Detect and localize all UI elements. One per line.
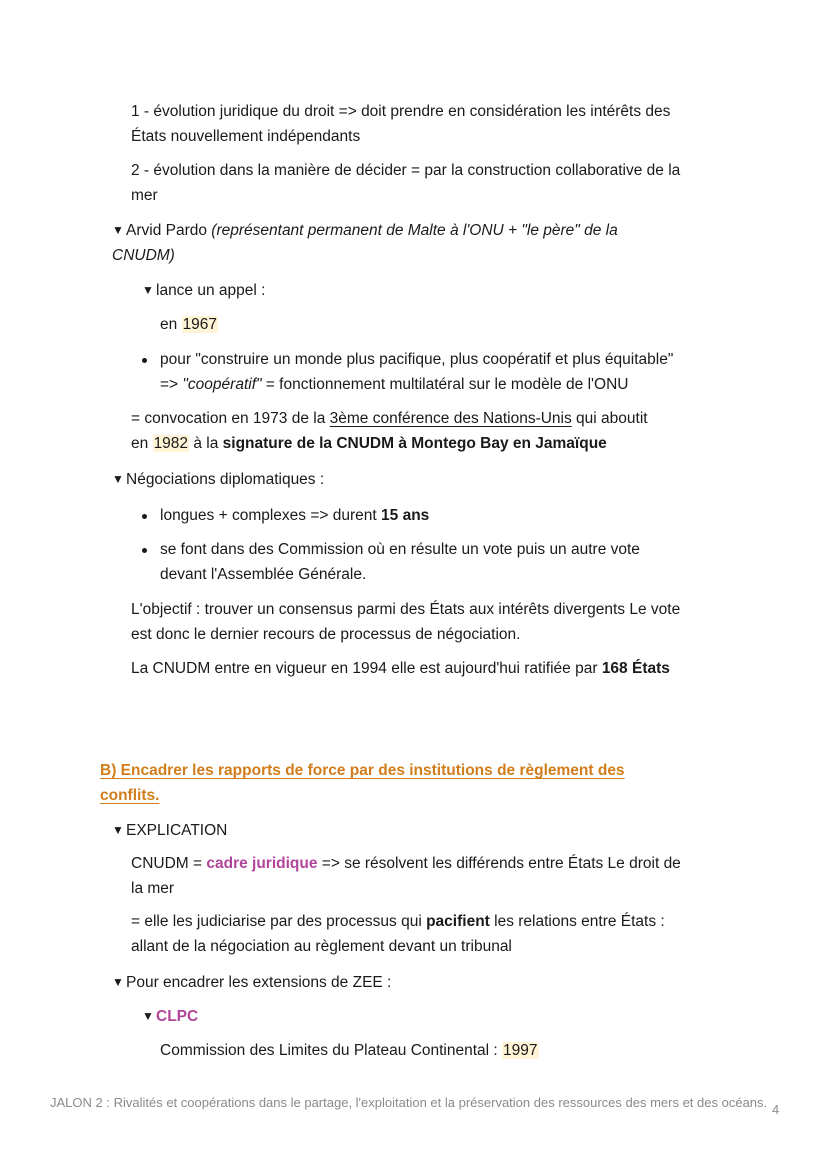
bullet-dot-icon xyxy=(142,548,147,553)
paragraph-line: mer xyxy=(131,187,158,204)
text: en xyxy=(131,435,153,452)
toggle-appel[interactable] xyxy=(142,281,265,301)
paragraph-line xyxy=(131,409,648,429)
triangle-down-icon[interactable]: ▼ xyxy=(142,1009,154,1023)
italic-text: "coopératif" xyxy=(182,376,262,393)
explication-label: EXPLICATION xyxy=(126,822,228,839)
text: La CNUDM entre en vigueur en 1994 elle est aujourd'hui ratifiée par xyxy=(131,660,602,677)
bold-text: 15 ans xyxy=(381,507,430,524)
negociations-label: Négociations diplomatiques : xyxy=(126,471,325,488)
triangle-down-icon[interactable]: ▼ xyxy=(142,283,154,297)
pardo-name: Arvid Pardo xyxy=(126,222,212,239)
pardo-description-cont: CNUDM) xyxy=(112,247,175,264)
paragraph-line: est donc le dernier recours de processus de négociation. xyxy=(131,626,521,643)
bullet-text: se font dans des Commission où en résulte un vote puis un autre vote xyxy=(160,541,640,558)
paragraph-line: devant l'Assemblée Générale. xyxy=(160,566,367,583)
toggle-negociations[interactable] xyxy=(112,470,324,490)
zee-label: Pour encadrer les extensions de ZEE : xyxy=(126,974,392,991)
text: CNUDM = xyxy=(131,855,207,872)
paragraph-line: 1 - évolution juridique du droit => doit prendre en considération les intérêts des xyxy=(131,103,671,120)
paragraph-line xyxy=(112,246,175,266)
section-heading: B) Encadrer les rapports de force par des institutions de règlement des xyxy=(100,762,625,779)
highlight-year: 1997 xyxy=(503,1042,538,1059)
text: => se résolvent les différends entre États Le droit de xyxy=(317,855,681,872)
toggle-zee[interactable] xyxy=(112,973,391,993)
paragraph-line xyxy=(160,315,218,335)
paragraph-line xyxy=(131,659,670,679)
toggle-explication[interactable] xyxy=(112,821,227,841)
bold-text: pacifient xyxy=(426,913,490,930)
text: Commission des Limites du Plateau Continental : xyxy=(160,1042,503,1059)
triangle-down-icon[interactable]: ▼ xyxy=(112,223,124,237)
paragraph-line xyxy=(131,854,681,874)
bullet-text: longues + complexes => durent xyxy=(160,507,382,524)
pardo-description: (représentant permanent de Malte à l'ONU + "le père" de la xyxy=(211,222,618,239)
text: qui aboutit xyxy=(571,410,648,427)
text: => xyxy=(160,376,183,393)
paragraph-line xyxy=(131,912,665,932)
clpc-label: CLPC xyxy=(156,1008,199,1025)
list-item xyxy=(142,540,640,560)
paragraph-line: 2 - évolution dans la manière de décider = par la construction collaborative de la xyxy=(131,162,681,179)
list-item xyxy=(142,350,673,370)
bullet-dot-icon xyxy=(142,514,147,519)
toggle-clpc[interactable] xyxy=(142,1007,198,1027)
triangle-down-icon[interactable]: ▼ xyxy=(112,472,124,486)
highlight-year: 1982 xyxy=(153,435,189,452)
bold-text: signature de la CNUDM à Montego Bay en Jamaïque xyxy=(222,435,607,452)
page-footer: JALON 2 : Rivalités et coopérations dans le partage, l'exploitation et la préservation des ressources des mers et des océans. xyxy=(50,1095,768,1110)
paragraph-line: la mer xyxy=(131,880,175,897)
paragraph-line xyxy=(160,375,628,395)
toggle-pardo[interactable] xyxy=(112,221,618,241)
bullet-text: pour "construire un monde plus pacifique, plus coopératif et plus équitable" xyxy=(160,351,674,368)
paragraph-line xyxy=(131,434,607,454)
paragraph-line: L'objectif : trouver un consensus parmi des États aux intérêts divergents Le vote xyxy=(131,601,681,618)
appel-label: lance un appel : xyxy=(156,282,266,299)
bold-text: 168 États xyxy=(601,660,670,677)
conference-link[interactable]: 3ème conférence des Nations-Unis xyxy=(329,410,572,427)
pink-bold-text: cadre juridique xyxy=(206,855,318,872)
triangle-down-icon[interactable]: ▼ xyxy=(112,975,124,989)
triangle-down-icon[interactable]: ▼ xyxy=(112,823,124,837)
highlight-year: 1967 xyxy=(182,316,218,333)
list-item xyxy=(142,506,429,526)
paragraph-line: États nouvellement indépendants xyxy=(131,128,361,145)
appel-en: en xyxy=(160,316,182,333)
text: = elle les judiciarise par des processus qui xyxy=(131,913,427,930)
text: les relations entre États : xyxy=(489,913,665,930)
bullet-dot-icon xyxy=(142,358,147,363)
section-heading: conflits. xyxy=(100,787,160,804)
text: = fonctionnement multilatéral sur le modèle de l'ONU xyxy=(261,376,629,393)
text: à la xyxy=(189,435,223,452)
page-number: 4 xyxy=(772,1102,780,1117)
paragraph-line xyxy=(160,1041,539,1061)
paragraph-line: allant de la négociation au règlement devant un tribunal xyxy=(131,938,512,955)
text: = convocation en 1973 de la xyxy=(131,410,330,427)
